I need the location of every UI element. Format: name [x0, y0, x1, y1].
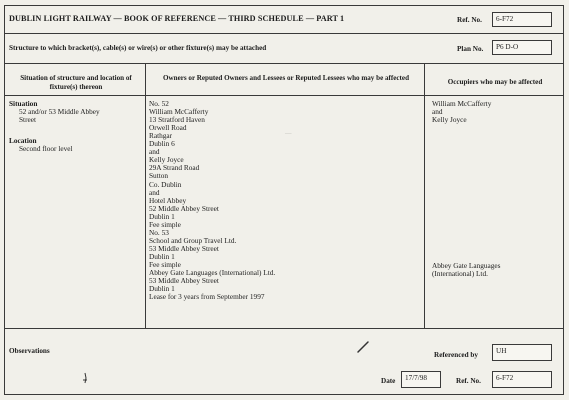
- column-header-owners: Owners or Reputed Owners and Lessees or Reputed Lessees who may be affected: [162, 74, 410, 82]
- occupier-1-line-3: Kelly Joyce: [432, 115, 467, 124]
- column-divider-1: [145, 63, 146, 328]
- title-divider: [4, 33, 564, 34]
- ref-no-label-bottom: Ref. No.: [456, 377, 481, 385]
- date-field: 17/7/98: [401, 371, 441, 388]
- situation-line-1: 52 and/or 53 Middle Abbey: [19, 107, 100, 116]
- observations-label: Observations: [9, 347, 50, 355]
- column-header-situation: Situation of structure and location of fixture(s) thereon: [20, 74, 132, 91]
- owners-line: 29A Strand Road: [149, 163, 200, 173]
- owners-line: William McCafferty: [149, 107, 209, 117]
- owners-line: Sutton: [149, 171, 169, 181]
- occupier-1-line-1: William McCafferty: [432, 99, 492, 108]
- occupier-2-line-1: Abbey Gate Languages: [432, 261, 501, 270]
- date-label: Date: [381, 377, 396, 385]
- owners-line: School and Group Travel Ltd.: [149, 235, 237, 245]
- owners-line: Abbey Gate Languages (International) Ltd.: [149, 268, 276, 278]
- owners-line: Lease for 3 years from September 1997: [149, 292, 265, 302]
- form-title: DUBLIN LIGHT RAILWAY — BOOK OF REFERENCE — THIRD SCHEDULE — PART 1: [9, 14, 345, 23]
- owners-line: Dublin 1: [149, 284, 175, 294]
- bleed-through-text: —: [285, 130, 292, 137]
- situation-label: Situation: [9, 99, 38, 108]
- column-header-occupiers: Occupiers who may be affected: [447, 78, 543, 86]
- pen-stroke-mark: [356, 340, 370, 354]
- owners-line: 13 Stratford Haven: [149, 115, 205, 125]
- referenced-by-field: UH: [492, 344, 552, 361]
- owners-line: Orwell Road: [149, 123, 187, 133]
- pen-tick-mark: [82, 372, 90, 384]
- plan-no-label: Plan No.: [457, 45, 484, 53]
- owners-line: Kelly Joyce: [149, 155, 184, 165]
- header-divider: [4, 95, 564, 96]
- owners-line: Dublin 1: [149, 251, 175, 261]
- owners-line: and: [149, 187, 160, 197]
- structure-label: Structure to which bracket(s), cable(s) or wire(s) or other fixture(s) may be attached: [9, 44, 267, 52]
- ref-no-label-top: Ref. No.: [457, 16, 482, 24]
- owners-line: Fee simple: [149, 219, 181, 229]
- location-label: Location: [9, 136, 37, 145]
- column-divider-2: [424, 63, 425, 328]
- owners-line: No. 53: [149, 227, 169, 237]
- owners-line: No. 52: [149, 99, 169, 108]
- ref-no-field-bottom: 6-F72: [492, 371, 552, 388]
- owners-line: 53 Middle Abbey Street: [149, 276, 219, 286]
- owners-line: Co. Dublin: [149, 179, 182, 189]
- body-divider: [4, 328, 564, 329]
- owners-line: and: [149, 147, 160, 157]
- owners-line: Fee simple: [149, 260, 181, 269]
- situation-line-2: Street: [19, 115, 37, 124]
- plan-no-field: P6 D-O: [492, 40, 552, 55]
- owners-line: 52 Middle Abbey Street: [149, 203, 219, 213]
- structure-divider: [4, 63, 564, 64]
- owners-line: Rathgar: [149, 131, 173, 141]
- occupier-1-line-2: and: [432, 107, 443, 116]
- ref-no-field-top: 6-F72: [492, 12, 552, 27]
- referenced-by-label: Referenced by: [434, 351, 478, 359]
- occupier-2-line-2: (International) Ltd.: [432, 269, 488, 278]
- owners-line: Dublin 1: [149, 211, 175, 221]
- owners-line: Hotel Abbey: [149, 195, 187, 205]
- owners-line: Dublin 6: [149, 139, 175, 149]
- owners-line: 53 Middle Abbey Street: [149, 243, 219, 253]
- location-value: Second floor level: [19, 144, 73, 153]
